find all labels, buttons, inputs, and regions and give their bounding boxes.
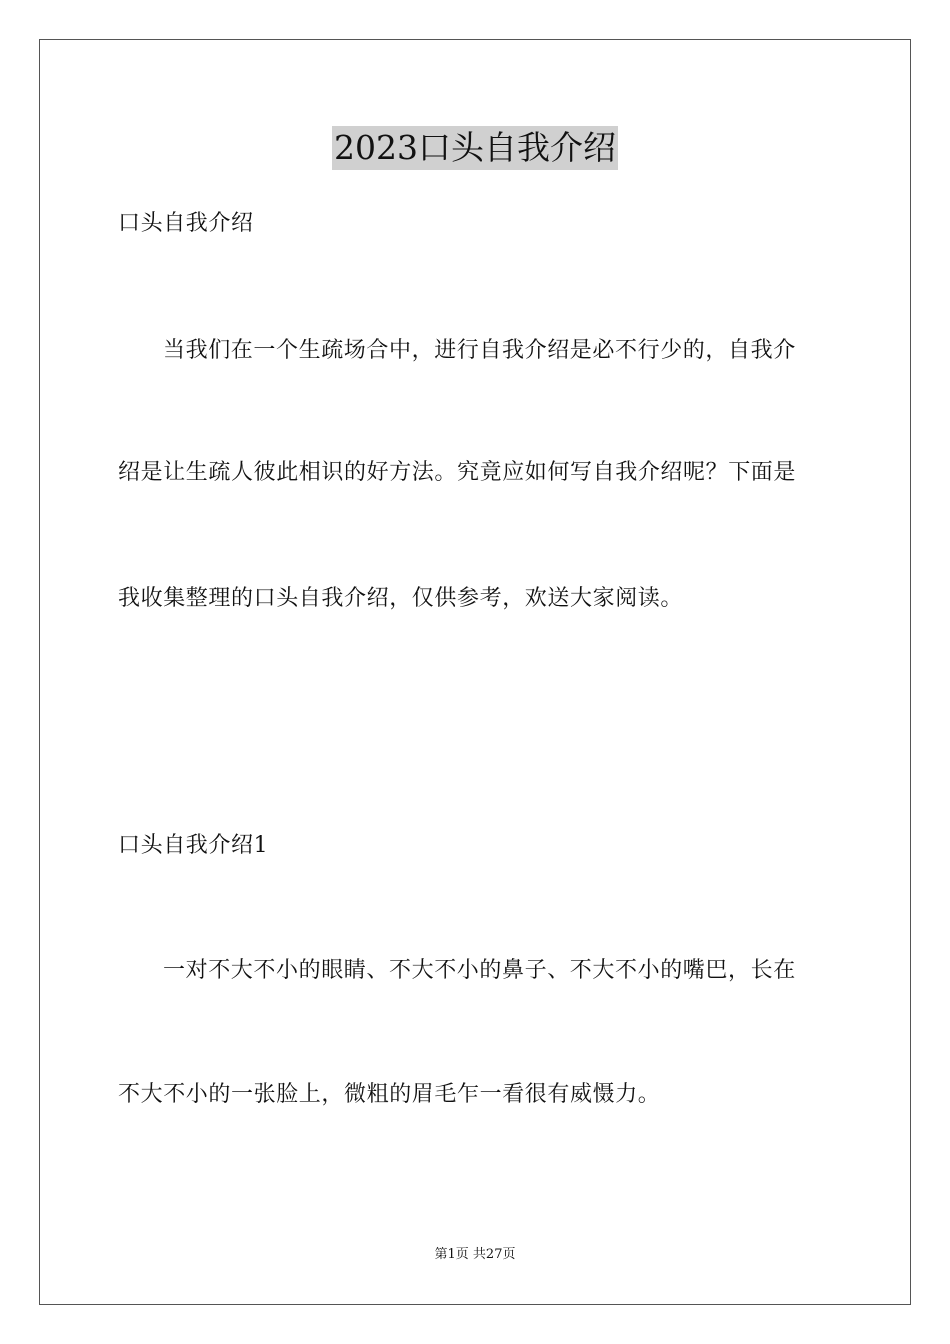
section1-heading: 口头自我介绍1 [118, 833, 269, 858]
title-wrapper [0, 126, 950, 170]
page-footer: 第1页 共27页 [434, 1247, 516, 1262]
subtitle: 口头自我介绍 [118, 211, 254, 236]
section1-line-2: 不大不小的一张脸上，微粗的眉毛乍一看很有威慑力。 [118, 1082, 661, 1107]
intro-line-2: 绍是让生疏人彼此相识的好方法。究竟应如何写自我介绍呢？下面是 [118, 460, 797, 485]
intro-line-1: 当我们在一个生疏场合中，进行自我介绍是必不行少的，自我介 [163, 338, 796, 363]
document-title: 2023口头自我介绍 [332, 126, 618, 170]
section1-line-1: 一对不大不小的眼睛、不大不小的鼻子、不大不小的嘴巴，长在 [163, 958, 796, 983]
intro-line-3: 我收集整理的口头自我介绍，仅供参考，欢送大家阅读。 [118, 586, 684, 611]
